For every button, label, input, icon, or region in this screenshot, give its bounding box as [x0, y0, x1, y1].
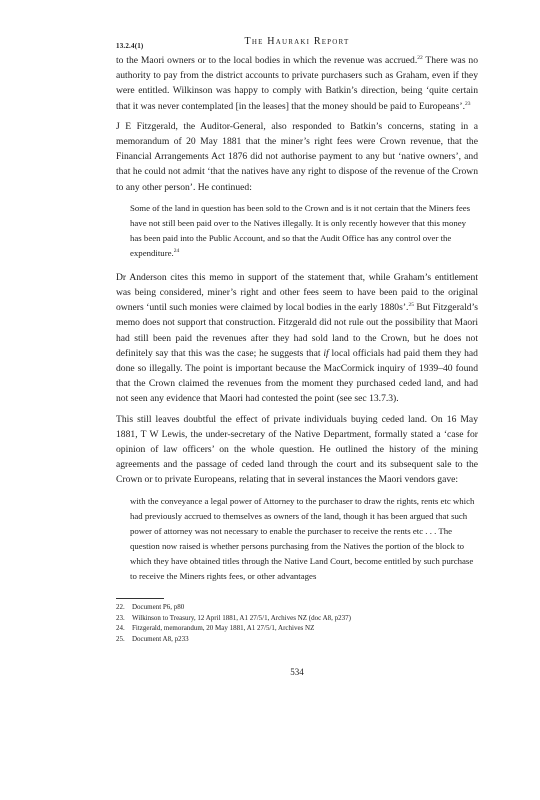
block-quote-2	[130, 494, 478, 584]
paragraph-text: There was no authority to pay from the district accounts to private purchasers such as Graham, even if they were entitled. Wilkinson was happy to comply with Batkin’s direction, being ‘quite certain that it was never contemplated [in the leases] that the money should be paid to Europeans’.	[116, 55, 478, 112]
footnote-number: 22.	[116, 603, 125, 611]
running-head	[116, 36, 478, 47]
footnote-text: Fitzgerald, memorandum, 20 May 1881, A1 27/5/1, Archives NZ	[132, 624, 315, 633]
paragraph-text: J E Fitzgerald, the Auditor-General, also responded to Batkin’s concerns, stating in a memorandum of 20 May 1881 that the miner’s right fees were Crown revenue, that the Financial Arrangements Act 1876 did not authorise payment to any but ‘native owners’, and that he could not admit ‘that the natives have any right to dispose of the revenue of the Crown to any other person’. He continued:	[116, 120, 478, 193]
footnote-number: 24.	[116, 624, 125, 633]
quote-text: Some of the land in question has been sold to the Crown and is it not certain that the Miners fees have not still been paid over to the Natives illegally. It is only recently however that this money has been paid into the Public Account, and so that the Audit Office has any control over the expenditure.	[130, 202, 471, 258]
paragraph-text: to the Maori owners or to the local bodies in which the revenue was accrued.	[116, 55, 418, 66]
footnote-item	[116, 613, 478, 624]
footnote-text: Document A8, p233	[132, 634, 189, 643]
footnote-text: Wilkinson to Treasury, 12 April 1881, A1 27/5/1, Archives NZ (doc A8, p237)	[132, 613, 351, 622]
footnote-number: 23.	[116, 613, 125, 622]
footnote-item	[116, 634, 478, 645]
paragraph-text: But Fitzgerald’s memo does not support that construction. Fitzgerald did not rule out the possibility that Maori had still been paid the revenues after they had sold land to the Crown, but he does not definitely say that this was the case; he suggests that	[116, 302, 479, 359]
emphasis-text: if	[323, 347, 329, 359]
footnote-number: 25.	[116, 634, 125, 643]
paragraph-3	[116, 270, 478, 407]
quote-text: with the conveyance a legal power of Attorney to the purchaser to draw the rights, rents etc which had previously accrued to themselves as owners of the land, though it has been argued that such power of attorney was not necessary to enable the purchaser to receive the rents etc . . . The question now raised is whether persons purchasing from the Natives the portion of the block to which they have obtained titles through the Native Land Court, become entitled by such purchase to receive the Miners rights fees, or other advantages	[130, 495, 475, 581]
paragraph-text: local officials had paid them they had done so illegally. The point is important because the MacCormick inquiry of 1939–40 found that the Crown claimed the revenues from the moment they purchased ceded land, and had not seen any evidence that Maori had contested the point (see sec 13.7.3).	[116, 347, 478, 405]
running-head-title: The Hauraki Report	[244, 36, 350, 47]
footnotes	[116, 602, 478, 644]
page-number: 534	[290, 667, 304, 677]
section-reference: 13.2.4(1)	[116, 42, 144, 50]
paragraph-4	[116, 412, 478, 488]
footnote-divider	[116, 598, 164, 599]
paragraph-2	[116, 119, 478, 195]
footnote-ref-25[interactable]: 25	[408, 302, 414, 309]
footnote-ref-24[interactable]: 24	[173, 247, 180, 254]
footnote-text: Document P6, p80	[132, 603, 185, 611]
paragraph-text: Dr Anderson cites this memo in support of the statement that, while Graham’s entitlement was being considered, miner’s right and other fees seem to have been paid to the original owners ‘until such monies were claimed by local bodies in the early 1880s’.	[116, 271, 478, 314]
paragraph-1	[116, 53, 478, 114]
block-quote-1	[130, 201, 478, 261]
paragraph-text: This still leaves doubtful the effect of private individuals buying ceded land. On 16 May 1881, T W Lewis, the under-secretary of the Native Department, formally stated a ‘case for opinion of law officers’ on the whole question. He outlined the history of the mining agreements and the passage of ceded land through the court and its subsequent sale to the Crown or to private Europeans, relating that in several instances the Maori vendors gave:	[116, 413, 478, 486]
footnote-ref-23[interactable]: 23	[465, 100, 471, 107]
footnote-ref-22[interactable]: 22	[417, 54, 423, 61]
body-text	[116, 53, 478, 593]
footnote-item	[116, 602, 478, 613]
footnote-item	[116, 623, 478, 634]
